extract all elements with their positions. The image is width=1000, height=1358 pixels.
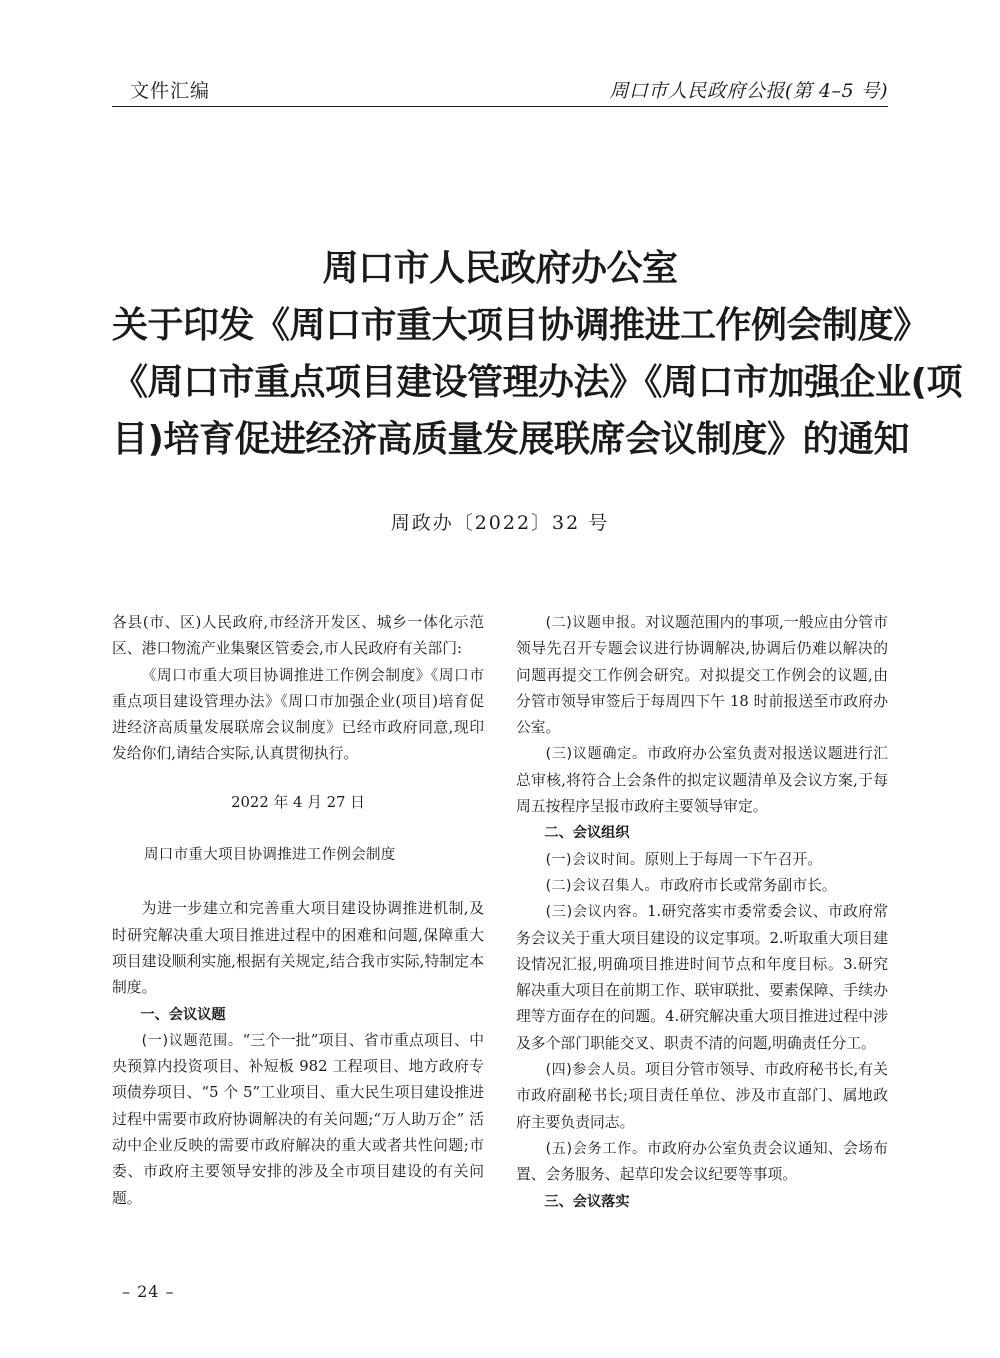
item-paragraph	[516, 899, 888, 1057]
item-lead: (一)会议时间。	[545, 851, 645, 868]
item-paragraph	[516, 847, 888, 873]
item-lead: (五)会务工作。	[545, 1140, 647, 1157]
right-column	[516, 610, 888, 1215]
item-text: “三个一批”项目、省市重点项目、中央预算内投资项目、补短板 982 工程项目、地方政府专项债券项目、“5 个 5”工业项目、重大民生项目建设推进过程中需要市政府协调解决的有关问题;“万人助万企” 活动中企业反映的需要市政府解决的重大或者共性问题;市委、市政府主要领导安排的涉及全市项目建设的有关问题。	[112, 1031, 484, 1207]
item-lead: (二)会议召集人。	[545, 877, 660, 894]
item-paragraph	[112, 1028, 484, 1212]
item-text: 市政府办公室负责对报送议题进行汇总审核,将符合上会条件的拟定议题清单及会议方案,于每周五按程序呈报市政府主要领导审定。	[516, 745, 888, 816]
item-lead: (三)议题确定。	[545, 746, 647, 763]
header-section-label: 文件汇编	[130, 80, 211, 102]
item-text: 原则上于每周一下午召开。	[644, 850, 823, 868]
header-publication-title: 周口市人民政府公报(第 4–5 号)	[609, 80, 888, 102]
issue-date: 2022 年 4 月 27 日	[231, 793, 365, 811]
item-lead: (四)参会人员。	[545, 1062, 646, 1079]
title-line: 周口市人民政府办公室	[322, 248, 678, 289]
document-title	[112, 240, 962, 468]
item-paragraph	[516, 873, 888, 899]
item-text: 项目分管市领导、市政府秘书长,有关市政府副秘书长;项目责任单位、涉及市直部门、属地政府主要负责同志。	[516, 1061, 888, 1131]
page-number: – 24 –	[122, 1282, 175, 1301]
left-column	[112, 610, 484, 1212]
item-lead: (一)议题范围。	[141, 1032, 243, 1049]
section-heading: 二、会议组织	[544, 825, 630, 842]
item-paragraph	[516, 741, 888, 820]
addressee-paragraph: 各县(市、区)人民政府,市经济开发区、城乡一体化示范区、港口物流产业集聚区管委会,市人民政府有关部门:	[112, 614, 484, 658]
item-lead: (三)会议内容。	[545, 904, 648, 921]
notice-body-paragraph: 《周口市重大项目协调推进工作例会制度》《周口市重点项目建设管理办法》《周口市加强企业(项目)培育促进经济高质量发展联席会议制度》已经市政府同意,现印发给你们,请结合实际,认真贯彻执行。	[112, 666, 484, 763]
item-text: 1.研究落实市委常委会议、市政府常务会议关于重大项目建设的议定事项。2.听取重大项目建设情况汇报,明确项目推进时间节点和年度目标。3.研究解决重大项目在前期工作、联审联批、要素保障、手续办理等方面存在的问题。4.研究解决重大项目推进过程中涉及多个部门职能交叉、职责不清的问题,明确责任分工。	[516, 903, 888, 1052]
title-line: 目)培育促进经济高质量发展联席会议制度》的通知	[112, 419, 909, 460]
section-heading: 一、会议议题	[140, 1006, 226, 1023]
title-line: 关于印发《周口市重大项目协调推进工作例会制度》	[112, 305, 929, 346]
item-text: 市政府市长或常务副市长。	[659, 876, 837, 894]
item-text: 对议题范围内的事项,一般应由分管市领导先召开专题会议进行协调解决,协调后仍难以解决的问题再提交工作例会研究。对拟提交工作例会的议题,由分管市领导审签后于每周四下午 18 时前报送至市政府办公室。	[516, 614, 888, 737]
item-paragraph	[516, 610, 888, 741]
item-lead: (二)议题申报。	[545, 615, 646, 631]
item-paragraph	[516, 1057, 888, 1136]
intro-paragraph: 为进一步建立和完善重大项目建设协调推进机制,及时研究解决重大项目推进过程中的困难和问题,保障重大项目建设顺利实施,根据有关规定,结合我市实际,特制定本制度。	[112, 900, 484, 997]
item-text: 市政府办公室负责会议通知、会场布置、会务服务、起草印发会议纪要等事项。	[516, 1139, 888, 1184]
attachment-title: 周口市重大项目协调推进工作例会制度	[144, 847, 396, 864]
document-number: 周政办〔2022〕32 号	[390, 512, 610, 534]
item-paragraph	[516, 1136, 888, 1189]
section-heading: 三、会议落实	[544, 1193, 630, 1210]
page-header	[112, 72, 888, 107]
title-line: 《周口市重点项目建设管理办法》《周口市加强企业(项	[112, 362, 962, 403]
